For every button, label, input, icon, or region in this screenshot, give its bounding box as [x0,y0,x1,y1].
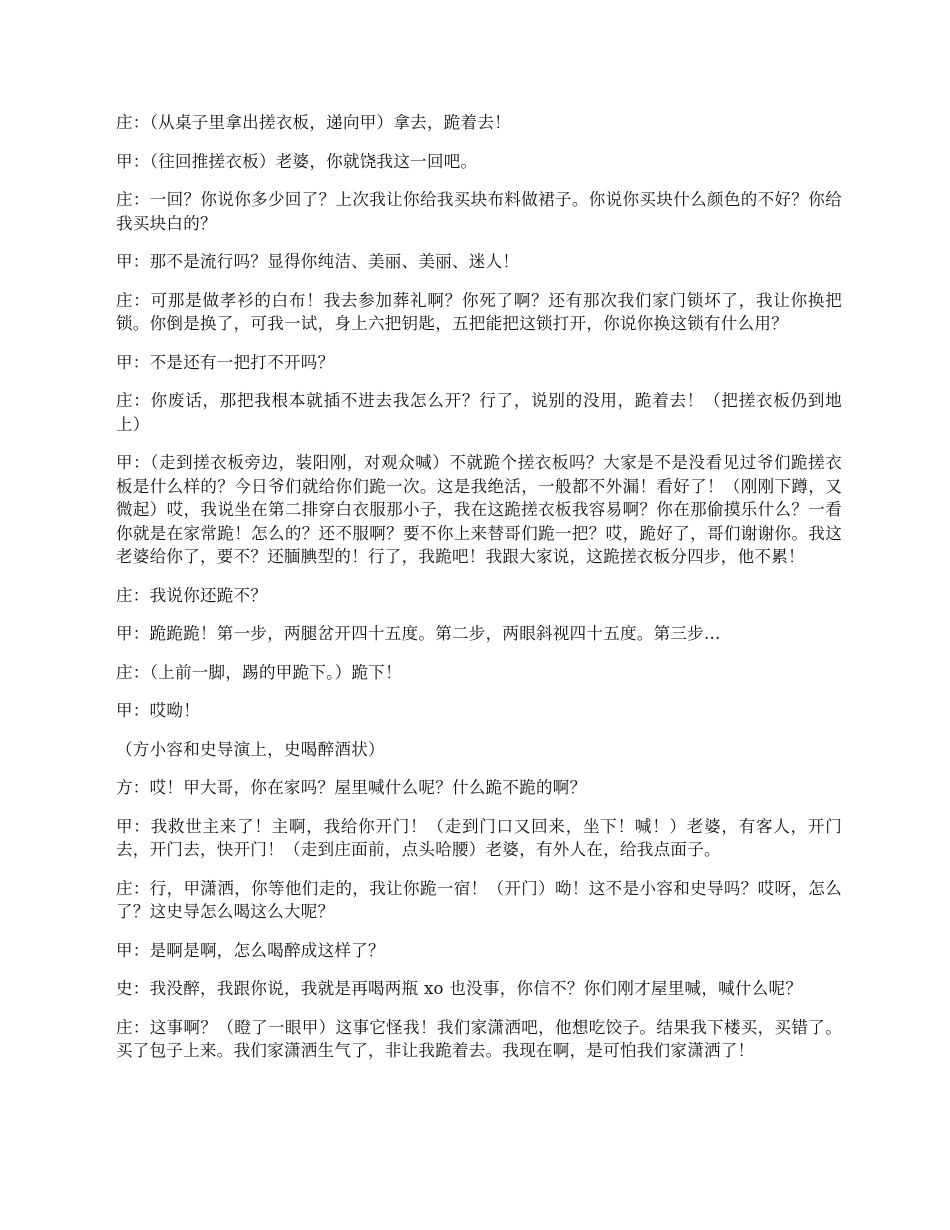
dialogue-line-19: 庄：这事啊？（瞪了一眼甲）这事它怪我！我们家潇洒吧，他想吃饺子。结果我下楼买，买错了。买了包子上来。我们家潇洒生气了，非让我跪着去。我现在啊，是可怕我们家潇洒了！ [116,1017,842,1060]
dialogue-line-11: 庄：（上前一脚，踢的甲跪下。）跪下！ [116,662,402,682]
dialogue-line-15: 甲：我救世主来了！主啊，我给你开门！（走到门口又回来，坐下！喊！）老婆，有客人，开门去，开门去，快开门！（走到庄面前，点头哈腰）老婆，有外人在，给我点面子。 [116,816,842,859]
dialogue-line-3: 庄：一回？你说你多少回了？上次我让你给我买块布料做裙子。你说你买块什么颜色的不好？你给我买块白的？ [116,190,842,233]
dialogue-line-9: 庄：我说你还跪不？ [116,585,268,605]
dialogue-line-14: 方：哎！甲大哥，你在家吗？屋里喊什么呢？什么跪不跪的啊？ [116,778,587,797]
dialogue-line-12: 甲：哎呦！ [116,701,200,720]
dialogue-line-7: 庄：你废话，那把我根本就插不进去我怎么开？行了，说别的没用，跪着去！（把搓衣板仍到地上） [116,391,842,434]
dialogue-line-17: 甲：是啊是啊，怎么喝醉成这样了？ [116,940,385,960]
stage-direction: （方小容和史导演上，史喝醉酒状） [116,739,385,759]
dialogue-line-18: 史：我没醉，我跟你说，我就是再喝两瓶 xo 也没事，你信不？你们刚才屋里喊，喊什么呢？ [116,979,803,998]
dialogue-line-2: 甲：（往回推搓衣板）老婆，你就饶我这一回吧。 [116,151,478,171]
dialogue-line-4: 甲：那不是流行吗？显得你纯洁、美丽、美丽、迷人！ [116,252,520,271]
document-body [116,111,842,1078]
dialogue-line-5: 庄：可那是做孝衫的白布！我去参加葬礼啊？你死了啊？还有那次我们家门锁坏了，我让你换把锁。你倒是换了，可我一试，身上六把钥匙，五把能把这锁打开，你说你换这锁有什么用？ [116,290,842,333]
dialogue-line-1: 庄：（从桌子里拿出搓衣板，递向甲）拿去，跪着去！ [116,113,511,132]
dialogue-line-10: 甲：跪跪跪！第一步，两腿岔开四十五度。第二步，两眼斜视四十五度。第三步... [116,624,721,643]
dialogue-line-16: 庄：行，甲潇洒，你等他们走的，我让你跪一宿！（开门）呦！这不是小容和史导吗？哎呀，怎么了？这史导怎么喝这么大呢？ [116,878,842,921]
dialogue-line-6: 甲：不是还有一把打不开吗？ [116,352,335,372]
dialogue-line-8: 甲：（走到搓衣板旁边，装阳刚，对观众喊）不就跪个搓衣板吗？大家是不是没看见过爷们跪搓衣板是什么样的？今日爷们就给你们跪一次。这是我绝活，一般都不外漏！看好了！（刚刚下蹲，又微起）哎，我说坐在第二排穿白衣服那小子，我在这跪搓衣板我容易啊？你在那偷摸乐什么？一看你就是在家常跪！怎么的？还不服啊？要不你上来替哥们跪一把？哎，跪好了，哥们谢谢你。我这老婆给你了，要不？还腼腆型的！行了，我跪吧！我跟大家说，这跪搓衣板分四步，他不累！ [116,453,842,566]
